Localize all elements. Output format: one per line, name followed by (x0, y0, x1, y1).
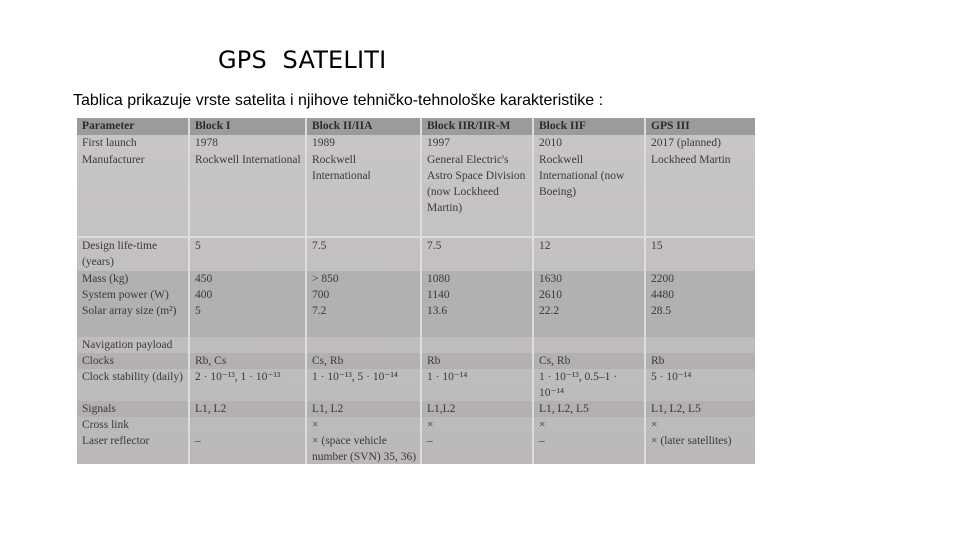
header-gps-iii: GPS III (645, 118, 755, 135)
table-row (77, 433, 755, 464)
table-cell: 2017 (planned) (651, 137, 721, 149)
table-cell: 22.2 (533, 303, 645, 337)
table-cell: – (189, 433, 306, 464)
table-cell: 1 · 10⁻¹⁴ (421, 369, 533, 401)
row-label: Navigation payload (77, 337, 189, 353)
header-block-iif: Block IIF (533, 118, 645, 135)
header-block-iir: Block IIR/IIR-M (421, 118, 533, 135)
table-cell (189, 417, 306, 433)
table-cell: L1,L2 (421, 401, 533, 417)
table-header-row (77, 118, 755, 135)
table-row (77, 152, 755, 237)
table-cell: Cs, Rb (306, 353, 421, 369)
table-caption: Tablica prikazuje vrste satelita i njihove tehničko-tehnološke karakteristike : (73, 92, 604, 109)
header-block-i: Block I (189, 118, 306, 135)
row-label: System power (W) (77, 287, 189, 303)
table-row (77, 401, 755, 417)
table-cell (533, 337, 645, 353)
table-cell: L1, L2 (189, 401, 306, 417)
table-cell: 1080 (421, 271, 533, 287)
table-cell: × (later satellites) (651, 435, 732, 447)
table-cell (645, 337, 755, 353)
row-label: Design life-time (years) (77, 237, 189, 271)
table-cell: 400 (189, 287, 306, 303)
table-cell: 700 (306, 287, 421, 303)
page-title: GPS SATELITI (218, 46, 387, 74)
header-parameter: Parameter (77, 118, 189, 135)
table-cell: 450 (189, 271, 306, 287)
row-label: Signals (77, 401, 189, 417)
table-row (77, 303, 755, 337)
table-cell: 1140 (421, 287, 533, 303)
table-cell: – (421, 433, 533, 464)
table-cell: 15 (645, 237, 755, 271)
table-cell: Rockwell International (189, 152, 306, 237)
row-label: Solar array size (m²) (77, 303, 189, 337)
table-cell: 5 · 10⁻¹⁴ (651, 371, 692, 383)
table-cell (306, 337, 421, 353)
row-label: Clocks (77, 353, 189, 369)
table-cell: 28.5 (645, 303, 755, 337)
table-cell: L1, L2 (306, 401, 421, 417)
table-cell: 1989 (306, 135, 421, 152)
table-cell: × (space vehicle number (SVN) 35, 36) (306, 433, 421, 464)
table-cell: General Electric's Astro Space Division (now Lockheed Martin) (421, 152, 533, 237)
table-cell: 1978 (189, 135, 306, 152)
table-cell: 2610 (533, 287, 645, 303)
table-cell: 7.2 (306, 303, 421, 337)
table-cell: 5 (189, 303, 306, 337)
table-cell: 1 · 10⁻¹³, 5 · 10⁻¹⁴ (306, 369, 421, 401)
table-cell: Cs, Rb (533, 353, 645, 369)
table-cell: 1 · 10⁻¹³, 0.5–1 · 10⁻¹⁴ (533, 369, 645, 401)
table-row (77, 237, 755, 271)
table-row (77, 353, 755, 369)
row-label: First launch (77, 135, 189, 152)
table-cell: Rockwell International (now Boeing) (533, 152, 645, 237)
table-cell: > 850 (306, 271, 421, 287)
table-row (77, 337, 755, 353)
row-label: Laser reflector (77, 433, 189, 464)
table-cell: × (421, 417, 533, 433)
gps-satellite-table (77, 118, 755, 464)
row-label: Clock stability (daily) (77, 369, 189, 401)
table-cell: 1630 (533, 271, 645, 287)
table-cell: Lockheed Martin (651, 154, 731, 166)
table-cell: × (651, 419, 658, 431)
table-cell: 12 (533, 237, 645, 271)
table-cell: Rb, Cs (189, 353, 306, 369)
table-cell: L1, L2, L5 (645, 401, 755, 417)
table-cell: Rockwell International (306, 152, 421, 237)
table-cell: × (306, 417, 421, 433)
table-row (77, 135, 755, 152)
table-row (77, 271, 755, 287)
table-cell: 1997 (421, 135, 533, 152)
row-label: Mass (kg) (77, 271, 189, 287)
table-row (77, 417, 755, 433)
table-cell: 5 (189, 237, 306, 271)
table-row (77, 287, 755, 303)
table-cell: × (533, 417, 645, 433)
table-cell: 4480 (645, 287, 755, 303)
row-label: Manufacturer (77, 152, 189, 237)
table-cell: Rb (421, 353, 533, 369)
table-cell: 2200 (645, 271, 755, 287)
table-cell: 7.5 (306, 237, 421, 271)
table-cell: 2 · 10⁻¹³, 1 · 10⁻¹³ (189, 369, 306, 401)
row-label: Cross link (77, 417, 189, 433)
spec-table-photo (77, 118, 755, 464)
header-block-ii-iia: Block II/IIA (306, 118, 421, 135)
table-cell: 2010 (533, 135, 645, 152)
table-cell: – (533, 433, 645, 464)
table-row (77, 369, 755, 401)
table-cell: L1, L2, L5 (533, 401, 645, 417)
table-cell (421, 337, 533, 353)
table-cell: 7.5 (421, 237, 533, 271)
table-cell: 13.6 (421, 303, 533, 337)
table-cell (189, 337, 306, 353)
table-cell: Rb (645, 353, 755, 369)
